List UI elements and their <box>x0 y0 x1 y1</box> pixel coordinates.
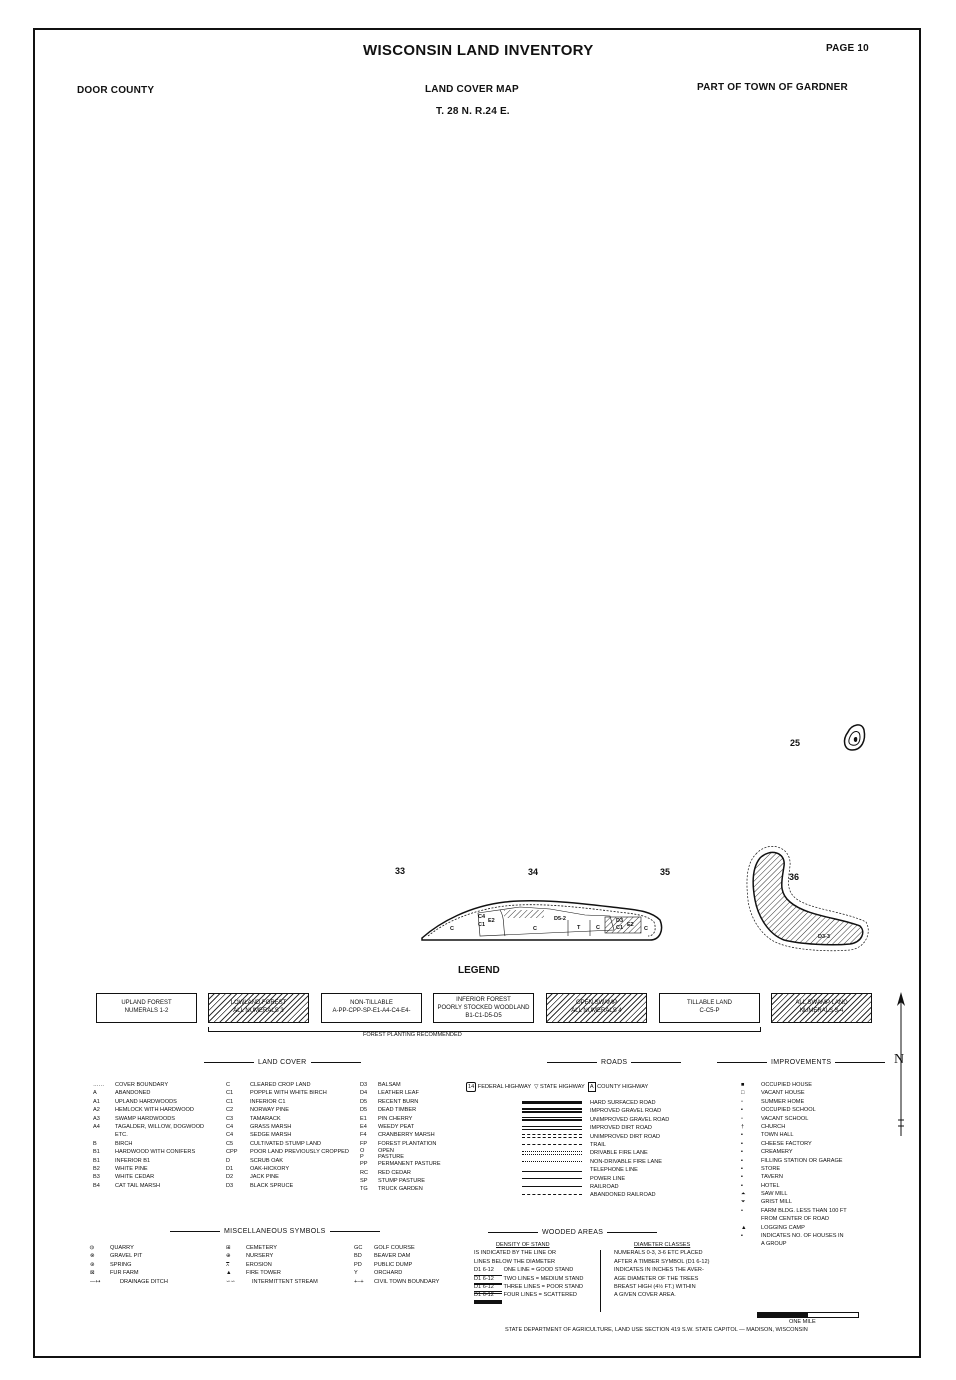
list-item: D SCRUB OAK <box>226 1157 283 1164</box>
civil-town-boundary-icon: +–+ <box>354 1278 364 1285</box>
hook-peninsula <box>747 846 868 950</box>
list-item: ⊛ SPRING <box>90 1261 132 1268</box>
list-item: RC RED CEDAR <box>360 1169 411 1176</box>
section-number: 25 <box>790 738 801 748</box>
peninsula-shoreline <box>422 901 662 940</box>
list-item: E4 WEEDY PEAT <box>360 1123 415 1130</box>
parcel-label: T <box>577 925 581 931</box>
list-item: B1 HARDWOOD WITH CONIFERS <box>93 1149 196 1156</box>
parcel-label: D3-3 <box>818 934 830 940</box>
diameter-text: AGE DIAMETER OF THE TREES <box>614 1275 699 1282</box>
list-item: ⩞ EROSION <box>226 1261 272 1268</box>
list-item: IMPROVED GRAVEL ROAD <box>522 1107 669 1115</box>
list-item: ▪ TAVERN <box>741 1174 783 1181</box>
legend-box-all-swamp-land: ALL SWAMP LAND NUMERALS 3-4 <box>771 993 872 1023</box>
list-item: ⊠ FUR FARM <box>90 1270 139 1277</box>
diameter-text: A GIVEN COVER AREA. <box>614 1292 676 1299</box>
state-highway-shield-icon: ▽ <box>534 1084 539 1090</box>
wooded-areas-heading: WOODED AREAS <box>484 1229 661 1236</box>
legend-box-lowland-forest: LOWLAND FOREST ALL NUMERALS 3 <box>208 993 309 1023</box>
section-number: 36 <box>789 872 800 882</box>
list-item: C CLEARED CROP LAND <box>226 1082 311 1088</box>
list-item: ABANDONED RAILROAD <box>522 1191 669 1199</box>
parcel-label: C <box>644 926 648 932</box>
forest-planting-label: FOREST PLANTING RECOMMENDED <box>363 1032 462 1038</box>
list-item: ▪ INDICATES NO. OF HOUSES IN <box>741 1233 844 1240</box>
list-item: D5 DEAD TIMBER <box>360 1107 417 1114</box>
legend-box-upland-forest: UPLAND FOREST NUMERALS 1-2 <box>96 993 197 1023</box>
land-cover-col3 <box>360 1081 441 1194</box>
misc-col2 <box>226 1244 318 1286</box>
diameter-text: NUMERALS 0-3, 3-6 ETC PLACED <box>614 1250 703 1257</box>
list-item: UNIMPROVED DIRT ROAD <box>522 1133 669 1141</box>
list-item: ⏶ SAW MILL <box>741 1191 788 1198</box>
parcel-label: C <box>596 925 600 931</box>
north-label: N <box>894 1052 905 1067</box>
legend-box-inferior-forest: INFERIOR FOREST POORLY STOCKED WOODLAND B1-C1-D5-D5 <box>433 993 534 1023</box>
fire-tower-icon: ▲ <box>226 1270 232 1277</box>
list-item: P PASTURE <box>360 1154 405 1161</box>
list-item: D4 LEATHER LEAF <box>360 1090 419 1097</box>
list-item: B BIRCH <box>93 1140 133 1147</box>
county-name: DOOR COUNTY <box>77 85 155 96</box>
diameter-text: INDICATES IN INCHES THE AVER- <box>614 1267 704 1274</box>
federal-highway-label: FEDERAL HIGHWAY <box>477 1084 531 1090</box>
diameter-block <box>614 1241 709 1300</box>
diameter-text: AFTER A TIMBER SYMBOL (D1 6-12) <box>614 1258 710 1265</box>
list-item: DRIVABLE FIRE LANE <box>522 1149 669 1157</box>
quarry-icon: ⦶ <box>90 1245 95 1251</box>
list-item: D1 6-12 THREE LINES = POOR STAND <box>474 1283 583 1291</box>
list-item: ⦶ QUARRY <box>90 1245 134 1251</box>
list-item: C4 SEDGE MARSH <box>226 1132 292 1139</box>
density-block <box>474 1241 583 1300</box>
highway-symbols <box>466 1082 648 1092</box>
list-item: D1 6-12 ONE LINE = GOOD STAND <box>474 1266 583 1274</box>
list-item: UNIMPROVED GRAVEL ROAD <box>522 1116 669 1124</box>
map-title: WISCONSIN LAND INVENTORY <box>363 42 594 59</box>
list-item: C2 NORWAY PINE <box>226 1107 289 1114</box>
federal-highway-shield-icon: 14 <box>466 1082 476 1092</box>
list-item: CPP POOR LAND PREVIOUSLY CROPPED <box>226 1149 349 1156</box>
wooded-divider <box>600 1250 601 1312</box>
island-shape <box>845 725 865 750</box>
diameter-text: BREAST HIGH (4½ FT.) WITHIN <box>614 1283 696 1290</box>
parcel-label: C1 <box>478 922 486 928</box>
list-item: …… COVER BOUNDARY <box>93 1082 169 1088</box>
parcel-label: D3 <box>616 918 624 924</box>
parcel-label: C <box>533 926 537 932</box>
parcel-label: C1 <box>616 925 624 931</box>
road-types <box>522 1099 669 1200</box>
legend-title: LEGEND <box>458 965 500 976</box>
list-item: ▫ VACANT SCHOOL <box>741 1115 809 1122</box>
list-item: ⊞ CEMETERY <box>226 1245 277 1251</box>
page-number: PAGE 10 <box>826 43 869 54</box>
list-item: D5 RECENT BURN <box>360 1098 419 1105</box>
list-item: HARD SURFACED ROAD <box>522 1099 669 1107</box>
list-item: • FARM BLDG. LESS THAN 100 FT <box>741 1207 847 1214</box>
legend-box-non-tillable: NON-TILLABLE A-PP-CPP-SP-E1-A4-C4-E4- <box>321 993 422 1023</box>
list-item: ⏷ GRIST MILL <box>741 1199 792 1206</box>
roads-heading: ROADS <box>543 1059 685 1066</box>
list-item: B4 CAT TAIL MARSH <box>93 1182 161 1189</box>
list-item: C5 CULTIVATED STUMP LAND <box>226 1140 322 1147</box>
list-item: D1 OAK-HICKORY <box>226 1165 290 1172</box>
parcel-label: C <box>450 926 454 932</box>
footer-credit: STATE DEPARTMENT OF AGRICULTURE, LAND USE SECTION 419 S.W. STATE CAPITOL — MADISON, WISCONSIN <box>505 1327 808 1333</box>
list-item: A1 UPLAND HARDWOODS <box>93 1098 177 1105</box>
list-item: ▪ FILLING STATION OR GARAGE <box>741 1157 843 1164</box>
list-item: O OPEN <box>360 1148 394 1155</box>
list-item: ▪ HOTEL <box>741 1182 780 1189</box>
improvements-list <box>741 1081 847 1249</box>
list-item: ▪ CREAMERY <box>741 1149 793 1156</box>
list-item: FP FOREST PLANTATION <box>360 1140 437 1147</box>
cemetery-icon: ⊞ <box>226 1245 231 1251</box>
list-item: ▪ STORE <box>741 1165 781 1172</box>
list-item: A GROUP <box>761 1241 787 1248</box>
scale-label: ONE MILE <box>789 1319 816 1325</box>
misc-symbols-heading: MISCELLANEOUS SYMBOLS <box>166 1228 384 1235</box>
list-item: C3 TAMARACK <box>226 1115 281 1122</box>
list-item: ⊗ GRAVEL PIT <box>90 1253 143 1260</box>
list-item: B1 INFERIOR B1 <box>93 1157 151 1164</box>
gravel-pit-icon: ⊗ <box>90 1253 95 1260</box>
list-item: Y ORCHARD <box>354 1270 403 1277</box>
list-item: ⊕ NURSERY <box>226 1253 274 1260</box>
parcel-label: E2 <box>627 922 634 928</box>
list-item: GC GOLF COURSE <box>354 1245 415 1251</box>
list-item: E1 PIN CHERRY <box>360 1115 413 1122</box>
list-item: ▪ TOWN HALL <box>741 1132 794 1139</box>
town-label: PART OF TOWN OF GARDNER <box>697 82 848 93</box>
list-item: □ VACANT HOUSE <box>741 1090 805 1097</box>
density-title: DENSITY OF STAND <box>496 1242 550 1248</box>
section-number: 33 <box>395 866 406 876</box>
land-cover-col2 <box>226 1081 349 1190</box>
township-label: T. 28 N. R.24 E. <box>436 106 510 117</box>
list-item: TELEPHONE LINE <box>522 1166 669 1174</box>
legend-box-tillable-land: TILLABLE LAND C-C5-P <box>659 993 760 1023</box>
list-item: C1 POPPLE WITH WHITE BIRCH <box>226 1090 327 1097</box>
list-item: ▪ OCCUPIED SCHOOL <box>741 1107 816 1114</box>
list-item: NON-DRIVABLE FIRE LANE <box>522 1158 669 1166</box>
list-item: C4 GRASS MARSH <box>226 1123 292 1130</box>
list-item: TG TRUCK GARDEN <box>360 1186 423 1193</box>
list-item: ∽∽ INTERMITTENT STREAM <box>226 1278 318 1285</box>
density-intro: LINES BELOW THE DIAMETER <box>474 1258 556 1265</box>
parcel-label: C4 <box>478 914 486 920</box>
parcel-label: E2 <box>488 918 495 924</box>
list-item: A4 TAGALDER, WILLOW, DOGWOOD <box>93 1123 205 1130</box>
section-number: 34 <box>528 867 539 877</box>
legend-box-open-swamp: OPEN SWAMP ALL NUMERALS 4 <box>546 993 647 1023</box>
list-item: † CHURCH <box>741 1123 786 1130</box>
parcel-label: D5-2 <box>554 916 566 922</box>
list-item: RAILROAD <box>522 1183 669 1191</box>
list-item: ▫ SUMMER HOME <box>741 1098 805 1105</box>
list-item: D1 6-12 TWO LINES = MEDIUM STAND <box>474 1275 583 1283</box>
list-item: IMPROVED DIRT ROAD <box>522 1124 669 1132</box>
diameter-title: DIAMETER CLASSES <box>634 1242 691 1248</box>
forest-planting-bracket <box>208 1027 761 1032</box>
list-item: TRAIL <box>522 1141 669 1149</box>
land-cover-col1 <box>93 1081 204 1190</box>
list-item: PP PERMANENT PASTURE <box>360 1161 441 1168</box>
list-item: ETC. <box>115 1132 128 1139</box>
list-item: ▲ LOGGING CAMP <box>741 1224 805 1231</box>
erosion-icon: ⩞ <box>226 1261 230 1268</box>
list-item: SP STUMP PASTURE <box>360 1177 426 1184</box>
list-item: B3 WHITE CEDAR <box>93 1174 155 1181</box>
list-item: A2 HEMLOCK WITH HARDWOOD <box>93 1107 194 1114</box>
list-item: B2 WHITE PINE <box>93 1165 148 1172</box>
intermittent-stream-icon: ∽∽ <box>226 1278 236 1285</box>
state-highway-label: STATE HIGHWAY <box>539 1084 585 1090</box>
list-item: D3 BALSAM <box>360 1082 401 1088</box>
fur-farm-icon: ⊠ <box>90 1270 95 1277</box>
list-item: ▪ CHEESE FACTORY <box>741 1140 812 1147</box>
spring-icon: ⊛ <box>90 1261 95 1268</box>
list-item: +–+ CIVIL TOWN BOUNDARY <box>354 1278 440 1285</box>
list-item: PD PUBLIC DUMP <box>354 1261 413 1268</box>
misc-col3 <box>354 1244 439 1286</box>
list-item: D2 JACK PINE <box>226 1174 279 1181</box>
improvements-heading: IMPROVEMENTS <box>713 1059 889 1066</box>
list-item: ■ OCCUPIED HOUSE <box>741 1082 812 1088</box>
misc-col1 <box>90 1244 168 1286</box>
list-item: BD BEAVER DAM <box>354 1253 411 1260</box>
list-item: ▲ FIRE TOWER <box>226 1270 281 1277</box>
map-subtitle: LAND COVER MAP <box>425 84 519 95</box>
section-number: 35 <box>660 867 671 877</box>
drainage-ditch-icon: —↦ <box>90 1278 101 1285</box>
list-item: A3 SWAMP HARDWOODS <box>93 1115 175 1122</box>
nursery-icon: ⊕ <box>226 1253 231 1260</box>
list-item: —↦ DRAINAGE DITCH <box>90 1278 168 1285</box>
list-item: FROM CENTER OF ROAD <box>761 1216 830 1223</box>
list-item: A ABANDONED <box>93 1090 151 1097</box>
list-item: D3 BLACK SPRUCE <box>226 1182 294 1189</box>
county-highway-box-icon: A <box>588 1082 596 1092</box>
list-item: F4 CRANBERRY MARSH <box>360 1132 435 1139</box>
land-cover-heading: LAND COVER <box>200 1059 365 1066</box>
county-highway-label: COUNTY HIGHWAY <box>597 1084 649 1090</box>
list-item: C1 INFERIOR C1 <box>226 1098 286 1105</box>
density-intro: IS INDICATED BY THE LINE OR <box>474 1250 557 1257</box>
list-item: POWER LINE <box>522 1175 669 1183</box>
list-item: D1 6-12 FOUR LINES = SCATTERED <box>474 1291 583 1299</box>
